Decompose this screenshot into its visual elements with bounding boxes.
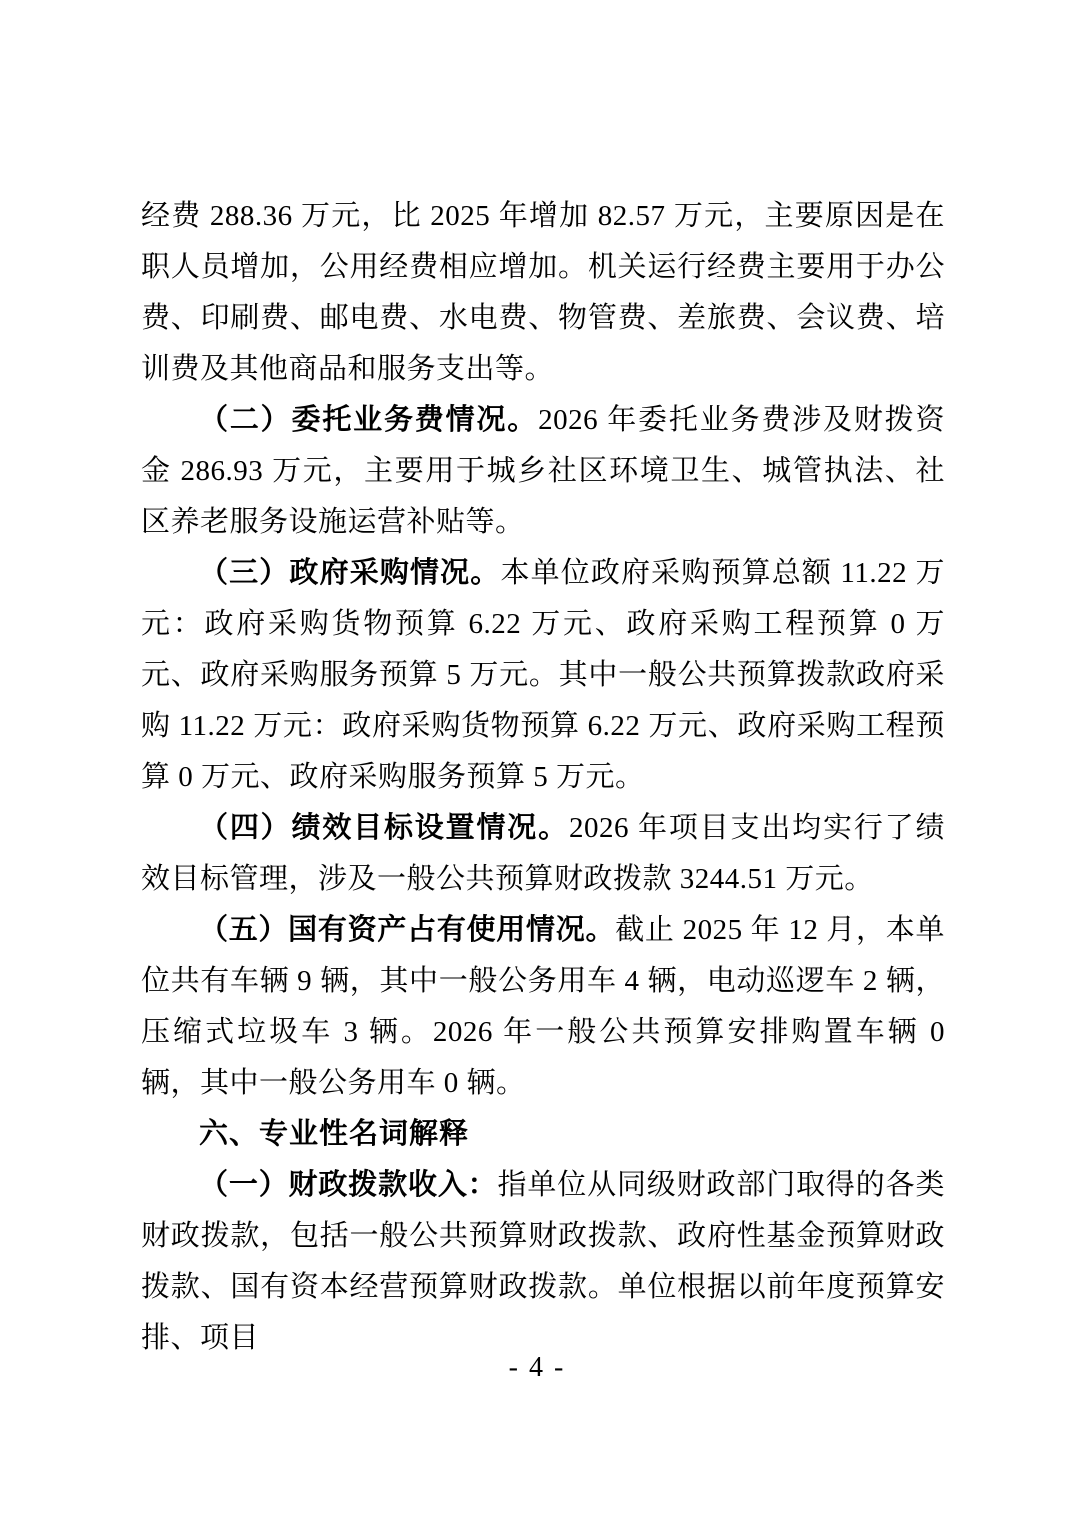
paragraph-lead: （五）国有资产占有使用情况。 xyxy=(199,914,616,946)
paragraph-text: 指单位从同级财政部门取得的各类财政拨款，包括一般公共预算财政拨款、政府性基金预算财政拨款、国有资本经营预算财政拨款。单位根据以前年度预算安排、项目 xyxy=(141,1169,945,1354)
section-heading-terminology: 六、专业性名词解释 xyxy=(199,1118,470,1150)
paragraph-lead: （三）政府采购情况。 xyxy=(199,557,501,589)
paragraph-agency-operating-costs xyxy=(141,191,945,395)
paragraph-fiscal-appropriation-income xyxy=(141,1160,945,1364)
paragraph-government-procurement xyxy=(141,548,945,803)
page-number: - 4 - xyxy=(508,1352,566,1383)
paragraph-text: 本单位政府采购预算总额 11.22 万元：政府采购货物预算 6.22 万元、政府采购工程预算 0 万元、政府采购服务预算 5 万元。其中一般公共预算拨款政府采购 11.22 万元：政府采购货物预算 6.22 万元、政府采购工程预算 0 万元、政府采购服务预算 5 万元。 xyxy=(141,557,945,793)
paragraph-state-owned-assets xyxy=(141,905,945,1109)
paragraph-lead: （一）财政拨款收入： xyxy=(199,1169,498,1201)
paragraph-text: 2026 年委托业务费涉及财拨资金 286.93 万元，主要用于城乡社区环境卫生、城管执法、社区养老服务设施运营补贴等。 xyxy=(141,404,945,538)
paragraph-text: 2026 年项目支出均实行了绩效目标管理，涉及一般公共预算财政拨款 3244.51 万元。 xyxy=(141,812,945,895)
paragraph-lead: （四）绩效目标设置情况。 xyxy=(199,812,569,844)
paragraph-lead: （二）委托业务费情况。 xyxy=(199,404,539,436)
document-body xyxy=(141,191,945,1364)
paragraph-entrusted-services-fee xyxy=(141,395,945,548)
paragraph-text: 经费 288.36 万元，比 2025 年增加 82.57 万元，主要原因是在职人员增加，公用经费相应增加。机关运行经费主要用于办公费、印刷费、邮电费、水电费、物管费、差旅费、会议费、培训费及其他商品和服务支出等。 xyxy=(141,200,945,385)
paragraph-text: 截止 2025 年 12 月，本单位共有车辆 9 辆，其中一般公务用车 4 辆，电动巡逻车 2 辆，压缩式垃圾车 3 辆。2026 年一般公共预算安排购置车辆 0 辆，其中一般公务用车 0 辆。 xyxy=(141,914,945,1099)
paragraph-performance-targets xyxy=(141,803,945,905)
